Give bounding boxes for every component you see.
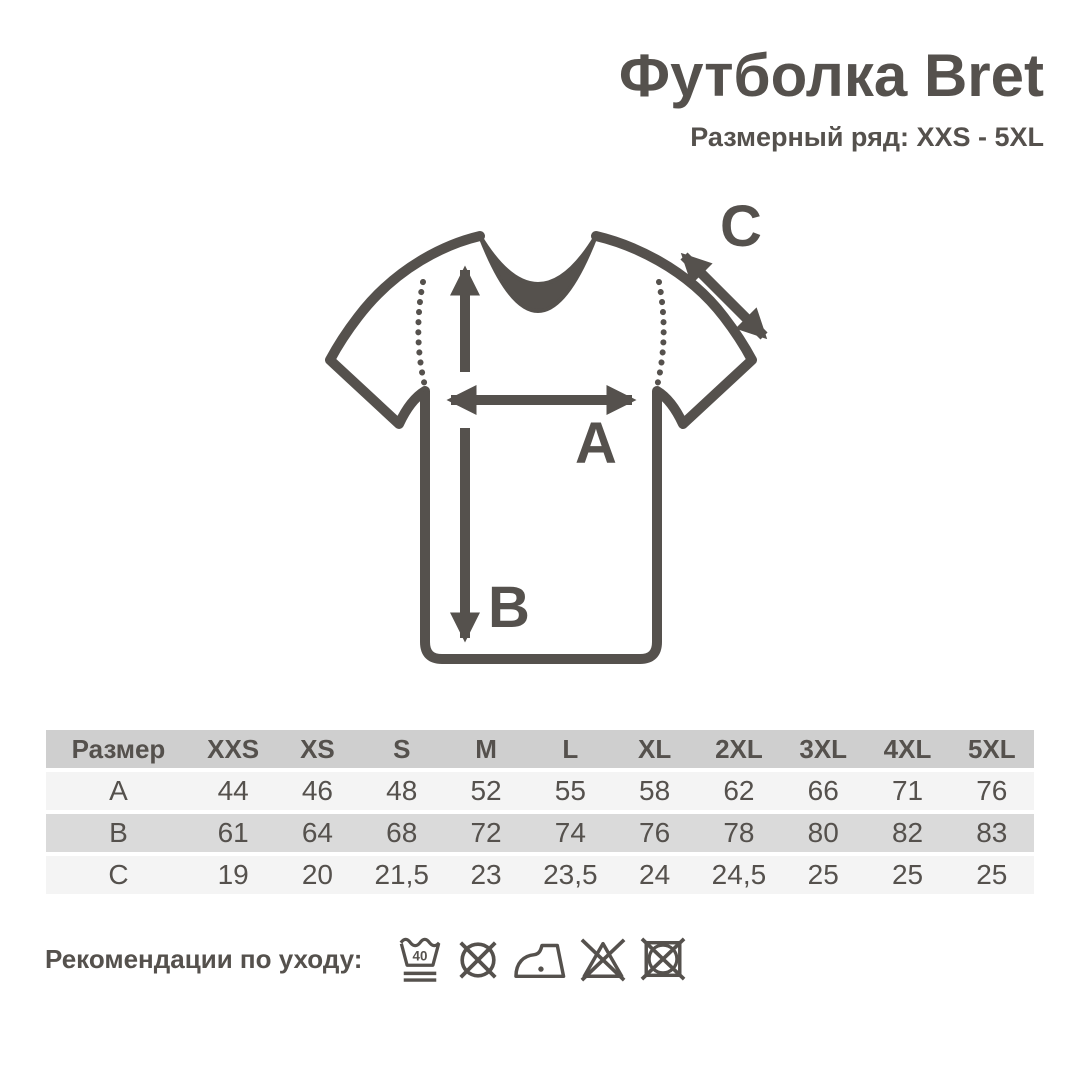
size-table bbox=[46, 730, 1034, 898]
row-label: A bbox=[109, 775, 128, 806]
cell: 48 bbox=[386, 775, 418, 806]
cell: 61 bbox=[217, 817, 249, 848]
column-header-m: M bbox=[475, 733, 497, 764]
measure-label-b: B bbox=[488, 575, 530, 640]
column-header-5xl: 5XL bbox=[967, 733, 1016, 764]
column-header-2xl: 2XL bbox=[715, 733, 763, 764]
cell: 58 bbox=[639, 775, 671, 806]
cell: 66 bbox=[807, 775, 839, 806]
column-header-size: Размер bbox=[71, 733, 166, 764]
cell: 83 bbox=[976, 817, 1008, 848]
do-not-dry-clean-icon bbox=[455, 934, 501, 984]
cell: 62 bbox=[723, 775, 755, 806]
column-header-3xl: 3XL bbox=[799, 733, 848, 764]
cell: 52 bbox=[470, 775, 502, 806]
cell: 19 bbox=[217, 859, 249, 890]
column-header-xl: XL bbox=[638, 733, 672, 764]
collar-icon bbox=[480, 236, 596, 311]
cell: 71 bbox=[891, 775, 924, 806]
cell: 23 bbox=[470, 859, 502, 890]
cell: 20 bbox=[301, 859, 334, 890]
cell: 23,5 bbox=[543, 859, 598, 890]
size-table-header-row bbox=[46, 730, 1034, 768]
table-row-a bbox=[46, 772, 1034, 810]
cell: 80 bbox=[807, 817, 839, 848]
svg-text:40: 40 bbox=[412, 948, 428, 964]
column-header-4xl: 4XL bbox=[883, 733, 932, 764]
table-row-c bbox=[46, 856, 1034, 894]
cell: 25 bbox=[891, 859, 924, 890]
care-section bbox=[45, 934, 686, 984]
do-not-tumble-dry-icon bbox=[640, 934, 686, 984]
table-row-b bbox=[46, 814, 1034, 852]
header bbox=[618, 42, 1044, 153]
measure-label-a: A bbox=[575, 411, 617, 476]
product-title: Футболка Bret bbox=[618, 42, 1044, 109]
cell: 64 bbox=[301, 817, 334, 848]
care-icons bbox=[398, 934, 686, 984]
column-header-l: L bbox=[562, 733, 579, 764]
iron-low-temperature-icon bbox=[514, 934, 566, 984]
row-label: B bbox=[109, 817, 128, 848]
column-header-xxs: XXS bbox=[207, 733, 260, 764]
cell: 74 bbox=[554, 817, 586, 848]
cell: 44 bbox=[217, 775, 249, 806]
wash-40-gentle-icon bbox=[398, 934, 442, 984]
cell: 46 bbox=[301, 775, 334, 806]
cell: 78 bbox=[723, 817, 755, 848]
cell: 24 bbox=[639, 859, 671, 890]
cell: 76 bbox=[639, 817, 671, 848]
cell: 24,5 bbox=[711, 859, 767, 890]
cell: 68 bbox=[386, 817, 418, 848]
do-not-bleach-icon bbox=[579, 934, 627, 984]
column-header-s: S bbox=[393, 733, 411, 764]
cell: 82 bbox=[891, 817, 924, 848]
column-header-xs: XS bbox=[300, 733, 335, 764]
measure-label-c: C bbox=[720, 194, 762, 259]
cell: 21,5 bbox=[374, 859, 429, 890]
cell: 76 bbox=[976, 775, 1008, 806]
care-label: Рекомендации по уходу: bbox=[45, 943, 363, 974]
size-range-subtitle: Размерный ряд: XXS - 5XL bbox=[690, 122, 1044, 152]
cell: 25 bbox=[976, 859, 1008, 890]
cell: 25 bbox=[807, 859, 839, 890]
cell: 55 bbox=[554, 775, 586, 806]
row-label: C bbox=[108, 859, 129, 890]
cell: 72 bbox=[470, 817, 502, 848]
tshirt-measurement-diagram bbox=[300, 190, 820, 710]
